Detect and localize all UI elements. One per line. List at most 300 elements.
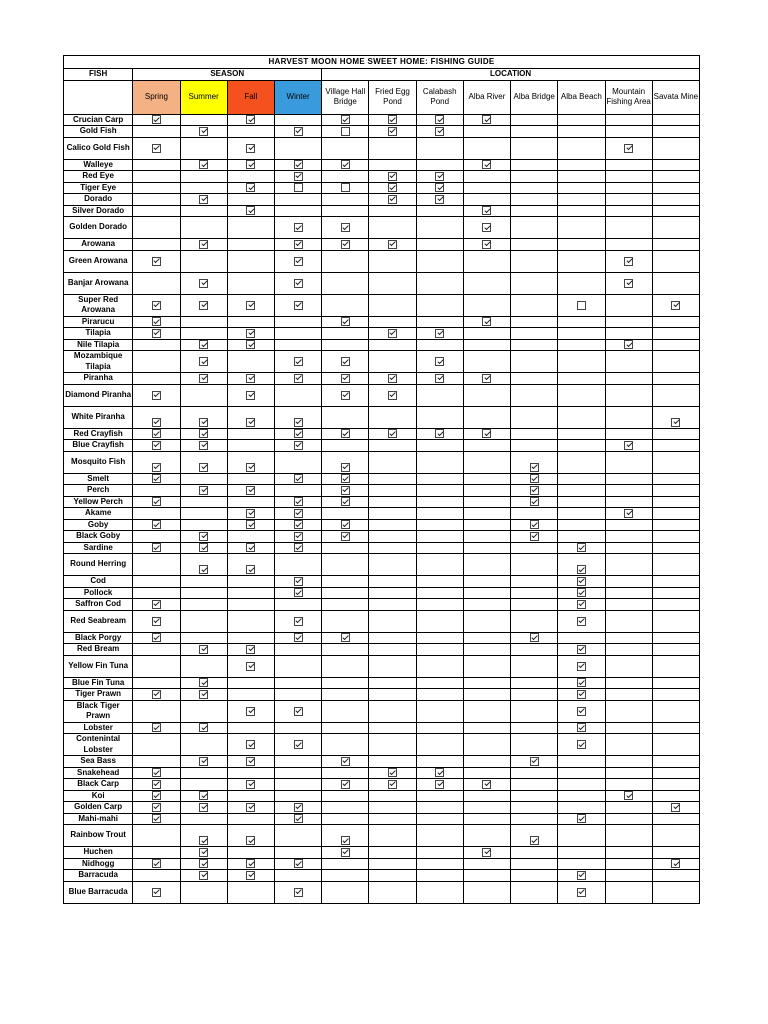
cell-fall <box>227 881 274 903</box>
cell-winter <box>274 790 321 802</box>
cell-alba-river <box>463 825 510 847</box>
cell-winter <box>274 351 321 373</box>
checked-checkbox[interactable] <box>435 374 444 383</box>
checked-checkbox[interactable] <box>294 803 303 812</box>
checked-checkbox[interactable] <box>152 301 161 310</box>
checked-checkbox[interactable] <box>624 279 633 288</box>
cell-calabash-pond <box>416 272 463 294</box>
cell-village-hall-bridge <box>322 802 369 814</box>
checked-checkbox[interactable] <box>341 757 350 766</box>
checked-checkbox[interactable] <box>530 474 539 483</box>
checked-checkbox[interactable] <box>482 240 491 249</box>
checked-checkbox[interactable] <box>294 223 303 232</box>
cell-savata-mine <box>652 496 699 508</box>
cell-summer <box>180 159 227 171</box>
checked-checkbox[interactable] <box>341 374 350 383</box>
checked-checkbox[interactable] <box>152 768 161 777</box>
cell-summer <box>180 519 227 531</box>
checked-checkbox[interactable] <box>294 172 303 181</box>
cell-village-hall-bridge <box>322 182 369 194</box>
checked-checkbox[interactable] <box>246 565 255 574</box>
checked-checkbox[interactable] <box>294 497 303 506</box>
checked-checkbox[interactable] <box>341 836 350 845</box>
checked-checkbox[interactable] <box>577 617 586 626</box>
checked-checkbox[interactable] <box>294 160 303 169</box>
cell-summer <box>180 126 227 138</box>
checked-checkbox[interactable] <box>294 509 303 518</box>
checked-checkbox[interactable] <box>341 317 350 326</box>
checked-checkbox[interactable] <box>199 463 208 472</box>
cell-winter <box>274 813 321 825</box>
unchecked-checkbox[interactable] <box>341 127 350 136</box>
cell-fried-egg-pond <box>369 767 416 779</box>
checked-checkbox[interactable] <box>577 565 586 574</box>
cell-fall <box>227 384 274 406</box>
checked-checkbox[interactable] <box>577 707 586 716</box>
checked-checkbox[interactable] <box>577 814 586 823</box>
checked-checkbox[interactable] <box>294 429 303 438</box>
checked-checkbox[interactable] <box>246 329 255 338</box>
checked-checkbox[interactable] <box>294 279 303 288</box>
checked-checkbox[interactable] <box>388 329 397 338</box>
cell-spring <box>133 858 180 870</box>
cell-alba-beach <box>558 485 605 497</box>
cell-mountain-fishing-area <box>605 858 652 870</box>
checked-checkbox[interactable] <box>152 543 161 552</box>
cell-summer <box>180 328 227 340</box>
cell-spring <box>133 316 180 328</box>
checked-checkbox[interactable] <box>294 617 303 626</box>
checked-checkbox[interactable] <box>246 144 255 153</box>
checked-checkbox[interactable] <box>294 707 303 716</box>
checked-checkbox[interactable] <box>530 757 539 766</box>
checked-checkbox[interactable] <box>577 543 586 552</box>
checked-checkbox[interactable] <box>435 780 444 789</box>
checked-checkbox[interactable] <box>530 633 539 642</box>
checked-checkbox[interactable] <box>388 183 397 192</box>
checked-checkbox[interactable] <box>199 160 208 169</box>
checked-checkbox[interactable] <box>294 374 303 383</box>
checked-checkbox[interactable] <box>294 543 303 552</box>
checked-checkbox[interactable] <box>199 418 208 427</box>
checked-checkbox[interactable] <box>199 240 208 249</box>
cell-fried-egg-pond <box>369 328 416 340</box>
checked-checkbox[interactable] <box>199 723 208 732</box>
cell-spring <box>133 126 180 138</box>
checked-checkbox[interactable] <box>294 814 303 823</box>
checked-checkbox[interactable] <box>341 532 350 541</box>
checked-checkbox[interactable] <box>246 463 255 472</box>
checked-checkbox[interactable] <box>152 859 161 868</box>
cell-summer <box>180 655 227 677</box>
cell-alba-bridge <box>511 451 558 473</box>
checked-checkbox[interactable] <box>199 836 208 845</box>
cell-fall <box>227 756 274 768</box>
cell-alba-beach <box>558 644 605 656</box>
checked-checkbox[interactable] <box>577 577 586 586</box>
cell-fall <box>227 599 274 611</box>
cell-savata-mine <box>652 870 699 882</box>
checked-checkbox[interactable] <box>246 183 255 192</box>
checked-checkbox[interactable] <box>388 768 397 777</box>
checked-checkbox[interactable] <box>246 859 255 868</box>
checked-checkbox[interactable] <box>294 520 303 529</box>
cell-alba-beach <box>558 554 605 576</box>
checked-checkbox[interactable] <box>294 301 303 310</box>
checked-checkbox[interactable] <box>294 532 303 541</box>
checked-checkbox[interactable] <box>624 257 633 266</box>
cell-fried-egg-pond <box>369 576 416 588</box>
checked-checkbox[interactable] <box>624 441 633 450</box>
checked-checkbox[interactable] <box>577 871 586 880</box>
checked-checkbox[interactable] <box>388 374 397 383</box>
fish-name: Contenintal Lobster <box>64 734 133 756</box>
cell-spring <box>133 632 180 644</box>
checked-checkbox[interactable] <box>530 463 539 472</box>
checked-checkbox[interactable] <box>388 127 397 136</box>
checked-checkbox[interactable] <box>341 463 350 472</box>
fish-group-header: FISH <box>64 69 133 81</box>
cell-fall <box>227 587 274 599</box>
checked-checkbox[interactable] <box>341 391 350 400</box>
cell-village-hall-bridge <box>322 677 369 689</box>
checked-checkbox[interactable] <box>671 859 680 868</box>
checked-checkbox[interactable] <box>246 803 255 812</box>
unchecked-checkbox[interactable] <box>294 183 303 192</box>
checked-checkbox[interactable] <box>341 160 350 169</box>
checked-checkbox[interactable] <box>199 374 208 383</box>
cell-mountain-fishing-area <box>605 217 652 239</box>
checked-checkbox[interactable] <box>152 441 161 450</box>
checked-checkbox[interactable] <box>246 836 255 845</box>
checked-checkbox[interactable] <box>152 633 161 642</box>
cell-village-hall-bridge <box>322 531 369 543</box>
checked-checkbox[interactable] <box>341 848 350 857</box>
checked-checkbox[interactable] <box>388 195 397 204</box>
checked-checkbox[interactable] <box>152 814 161 823</box>
checked-checkbox[interactable] <box>482 160 491 169</box>
checked-checkbox[interactable] <box>577 662 586 671</box>
cell-winter <box>274 881 321 903</box>
checked-checkbox[interactable] <box>624 340 633 349</box>
checked-checkbox[interactable] <box>577 645 586 654</box>
checked-checkbox[interactable] <box>530 520 539 529</box>
cell-mountain-fishing-area <box>605 473 652 485</box>
cell-alba-river <box>463 576 510 588</box>
checked-checkbox[interactable] <box>341 240 350 249</box>
checked-checkbox[interactable] <box>199 195 208 204</box>
checked-checkbox[interactable] <box>294 633 303 642</box>
checked-checkbox[interactable] <box>199 791 208 800</box>
cell-alba-beach <box>558 171 605 183</box>
cell-village-hall-bridge <box>322 384 369 406</box>
cell-alba-bridge <box>511 182 558 194</box>
checked-checkbox[interactable] <box>152 429 161 438</box>
checked-checkbox[interactable] <box>199 645 208 654</box>
checked-checkbox[interactable] <box>152 317 161 326</box>
checked-checkbox[interactable] <box>246 301 255 310</box>
checked-checkbox[interactable] <box>388 115 397 124</box>
checked-checkbox[interactable] <box>152 690 161 699</box>
cell-spring <box>133 870 180 882</box>
cell-winter <box>274 126 321 138</box>
checked-checkbox[interactable] <box>435 329 444 338</box>
checked-checkbox[interactable] <box>152 257 161 266</box>
checked-checkbox[interactable] <box>294 441 303 450</box>
checked-checkbox[interactable] <box>341 633 350 642</box>
fish-name: Blue Crayfish <box>64 440 133 452</box>
checked-checkbox[interactable] <box>435 768 444 777</box>
cell-spring <box>133 881 180 903</box>
checked-checkbox[interactable] <box>435 195 444 204</box>
checked-checkbox[interactable] <box>341 780 350 789</box>
cell-savata-mine <box>652 790 699 802</box>
checked-checkbox[interactable] <box>246 645 255 654</box>
checked-checkbox[interactable] <box>294 357 303 366</box>
checked-checkbox[interactable] <box>152 780 161 789</box>
cell-fall <box>227 870 274 882</box>
table-row <box>64 182 700 194</box>
checked-checkbox[interactable] <box>199 486 208 495</box>
checked-checkbox[interactable] <box>246 391 255 400</box>
cell-savata-mine <box>652 700 699 722</box>
cell-summer <box>180 428 227 440</box>
checked-checkbox[interactable] <box>246 206 255 215</box>
table-row <box>64 610 700 632</box>
checked-checkbox[interactable] <box>199 357 208 366</box>
checked-checkbox[interactable] <box>482 848 491 857</box>
checked-checkbox[interactable] <box>388 172 397 181</box>
checked-checkbox[interactable] <box>246 543 255 552</box>
checked-checkbox[interactable] <box>341 115 350 124</box>
checked-checkbox[interactable] <box>199 848 208 857</box>
cell-mountain-fishing-area <box>605 137 652 159</box>
cell-fried-egg-pond <box>369 194 416 206</box>
checked-checkbox[interactable] <box>341 429 350 438</box>
checked-checkbox[interactable] <box>435 172 444 181</box>
checked-checkbox[interactable] <box>199 127 208 136</box>
checked-checkbox[interactable] <box>482 429 491 438</box>
checked-checkbox[interactable] <box>482 374 491 383</box>
checked-checkbox[interactable] <box>199 532 208 541</box>
cell-alba-river <box>463 384 510 406</box>
checked-checkbox[interactable] <box>294 859 303 868</box>
checked-checkbox[interactable] <box>624 791 633 800</box>
checked-checkbox[interactable] <box>152 463 161 472</box>
checked-checkbox[interactable] <box>294 418 303 427</box>
checked-checkbox[interactable] <box>152 329 161 338</box>
cell-alba-bridge <box>511 802 558 814</box>
cell-savata-mine <box>652 813 699 825</box>
checked-checkbox[interactable] <box>624 509 633 518</box>
cell-alba-river <box>463 351 510 373</box>
checked-checkbox[interactable] <box>388 240 397 249</box>
checked-checkbox[interactable] <box>294 257 303 266</box>
checked-checkbox[interactable] <box>152 115 161 124</box>
checked-checkbox[interactable] <box>482 115 491 124</box>
checked-checkbox[interactable] <box>530 532 539 541</box>
checked-checkbox[interactable] <box>246 662 255 671</box>
cell-mountain-fishing-area <box>605 339 652 351</box>
cell-alba-beach <box>558 847 605 859</box>
cell-alba-river <box>463 847 510 859</box>
checked-checkbox[interactable] <box>577 588 586 597</box>
cell-fried-egg-pond <box>369 587 416 599</box>
checked-checkbox[interactable] <box>152 791 161 800</box>
checked-checkbox[interactable] <box>152 600 161 609</box>
table-row <box>64 406 700 428</box>
checked-checkbox[interactable] <box>482 223 491 232</box>
checked-checkbox[interactable] <box>671 418 680 427</box>
cell-mountain-fishing-area <box>605 599 652 611</box>
checked-checkbox[interactable] <box>246 486 255 495</box>
checked-checkbox[interactable] <box>435 183 444 192</box>
cell-mountain-fishing-area <box>605 239 652 251</box>
checked-checkbox[interactable] <box>246 757 255 766</box>
table-row <box>64 689 700 701</box>
checked-checkbox[interactable] <box>246 374 255 383</box>
table-row <box>64 217 700 239</box>
cell-calabash-pond <box>416 734 463 756</box>
checked-checkbox[interactable] <box>152 617 161 626</box>
checked-checkbox[interactable] <box>671 301 680 310</box>
checked-checkbox[interactable] <box>246 871 255 880</box>
checked-checkbox[interactable] <box>435 115 444 124</box>
checked-checkbox[interactable] <box>199 543 208 552</box>
checked-checkbox[interactable] <box>294 127 303 136</box>
checked-checkbox[interactable] <box>577 723 586 732</box>
cell-alba-beach <box>558 576 605 588</box>
checked-checkbox[interactable] <box>152 144 161 153</box>
cell-mountain-fishing-area <box>605 802 652 814</box>
checked-checkbox[interactable] <box>388 391 397 400</box>
cell-alba-beach <box>558 406 605 428</box>
checked-checkbox[interactable] <box>199 859 208 868</box>
checked-checkbox[interactable] <box>199 757 208 766</box>
checked-checkbox[interactable] <box>577 740 586 749</box>
checked-checkbox[interactable] <box>246 707 255 716</box>
table-row <box>64 554 700 576</box>
unchecked-checkbox[interactable] <box>341 183 350 192</box>
checked-checkbox[interactable] <box>246 780 255 789</box>
checked-checkbox[interactable] <box>388 780 397 789</box>
cell-alba-bridge <box>511 428 558 440</box>
cell-calabash-pond <box>416 451 463 473</box>
checked-checkbox[interactable] <box>246 520 255 529</box>
checked-checkbox[interactable] <box>199 678 208 687</box>
cell-spring <box>133 272 180 294</box>
checked-checkbox[interactable] <box>341 497 350 506</box>
checked-checkbox[interactable] <box>294 888 303 897</box>
checked-checkbox[interactable] <box>246 740 255 749</box>
cell-alba-river <box>463 542 510 554</box>
table-row <box>64 677 700 689</box>
checked-checkbox[interactable] <box>199 429 208 438</box>
checked-checkbox[interactable] <box>152 497 161 506</box>
cell-fried-egg-pond <box>369 632 416 644</box>
checked-checkbox[interactable] <box>435 429 444 438</box>
unchecked-checkbox[interactable] <box>577 301 586 310</box>
checked-checkbox[interactable] <box>246 509 255 518</box>
checked-checkbox[interactable] <box>341 357 350 366</box>
checked-checkbox[interactable] <box>530 836 539 845</box>
checked-checkbox[interactable] <box>577 600 586 609</box>
checked-checkbox[interactable] <box>199 803 208 812</box>
cell-summer <box>180 496 227 508</box>
cell-calabash-pond <box>416 519 463 531</box>
checked-checkbox[interactable] <box>341 223 350 232</box>
checked-checkbox[interactable] <box>199 871 208 880</box>
fish-name: Black Goby <box>64 531 133 543</box>
checked-checkbox[interactable] <box>199 690 208 699</box>
checked-checkbox[interactable] <box>152 888 161 897</box>
checked-checkbox[interactable] <box>294 740 303 749</box>
checked-checkbox[interactable] <box>577 678 586 687</box>
checked-checkbox[interactable] <box>624 144 633 153</box>
checked-checkbox[interactable] <box>199 279 208 288</box>
checked-checkbox[interactable] <box>435 357 444 366</box>
cell-mountain-fishing-area <box>605 205 652 217</box>
cell-calabash-pond <box>416 316 463 328</box>
checked-checkbox[interactable] <box>246 115 255 124</box>
checked-checkbox[interactable] <box>294 588 303 597</box>
checked-checkbox[interactable] <box>152 418 161 427</box>
checked-checkbox[interactable] <box>152 520 161 529</box>
checked-checkbox[interactable] <box>152 723 161 732</box>
checked-checkbox[interactable] <box>341 486 350 495</box>
checked-checkbox[interactable] <box>671 803 680 812</box>
checked-checkbox[interactable] <box>294 577 303 586</box>
cell-calabash-pond <box>416 182 463 194</box>
checked-checkbox[interactable] <box>341 520 350 529</box>
cell-calabash-pond <box>416 114 463 126</box>
checked-checkbox[interactable] <box>199 441 208 450</box>
checked-checkbox[interactable] <box>246 160 255 169</box>
checked-checkbox[interactable] <box>199 565 208 574</box>
checked-checkbox[interactable] <box>435 127 444 136</box>
checked-checkbox[interactable] <box>152 391 161 400</box>
cell-alba-river <box>463 644 510 656</box>
cell-alba-beach <box>558 473 605 485</box>
cell-summer <box>180 114 227 126</box>
checked-checkbox[interactable] <box>482 317 491 326</box>
checked-checkbox[interactable] <box>530 486 539 495</box>
checked-checkbox[interactable] <box>294 240 303 249</box>
cell-summer <box>180 576 227 588</box>
cell-calabash-pond <box>416 137 463 159</box>
checked-checkbox[interactable] <box>341 474 350 483</box>
cell-village-hall-bridge <box>322 644 369 656</box>
checked-checkbox[interactable] <box>246 340 255 349</box>
cell-alba-bridge <box>511 858 558 870</box>
cell-village-hall-bridge <box>322 373 369 385</box>
checked-checkbox[interactable] <box>152 474 161 483</box>
checked-checkbox[interactable] <box>577 888 586 897</box>
checked-checkbox[interactable] <box>482 206 491 215</box>
checked-checkbox[interactable] <box>294 474 303 483</box>
checked-checkbox[interactable] <box>577 690 586 699</box>
cell-summer <box>180 508 227 520</box>
checked-checkbox[interactable] <box>388 429 397 438</box>
fish-name: Tilapia <box>64 328 133 340</box>
checked-checkbox[interactable] <box>530 497 539 506</box>
cell-village-hall-bridge <box>322 328 369 340</box>
checked-checkbox[interactable] <box>482 780 491 789</box>
checked-checkbox[interactable] <box>152 803 161 812</box>
checked-checkbox[interactable] <box>199 340 208 349</box>
checked-checkbox[interactable] <box>246 418 255 427</box>
checked-checkbox[interactable] <box>199 301 208 310</box>
